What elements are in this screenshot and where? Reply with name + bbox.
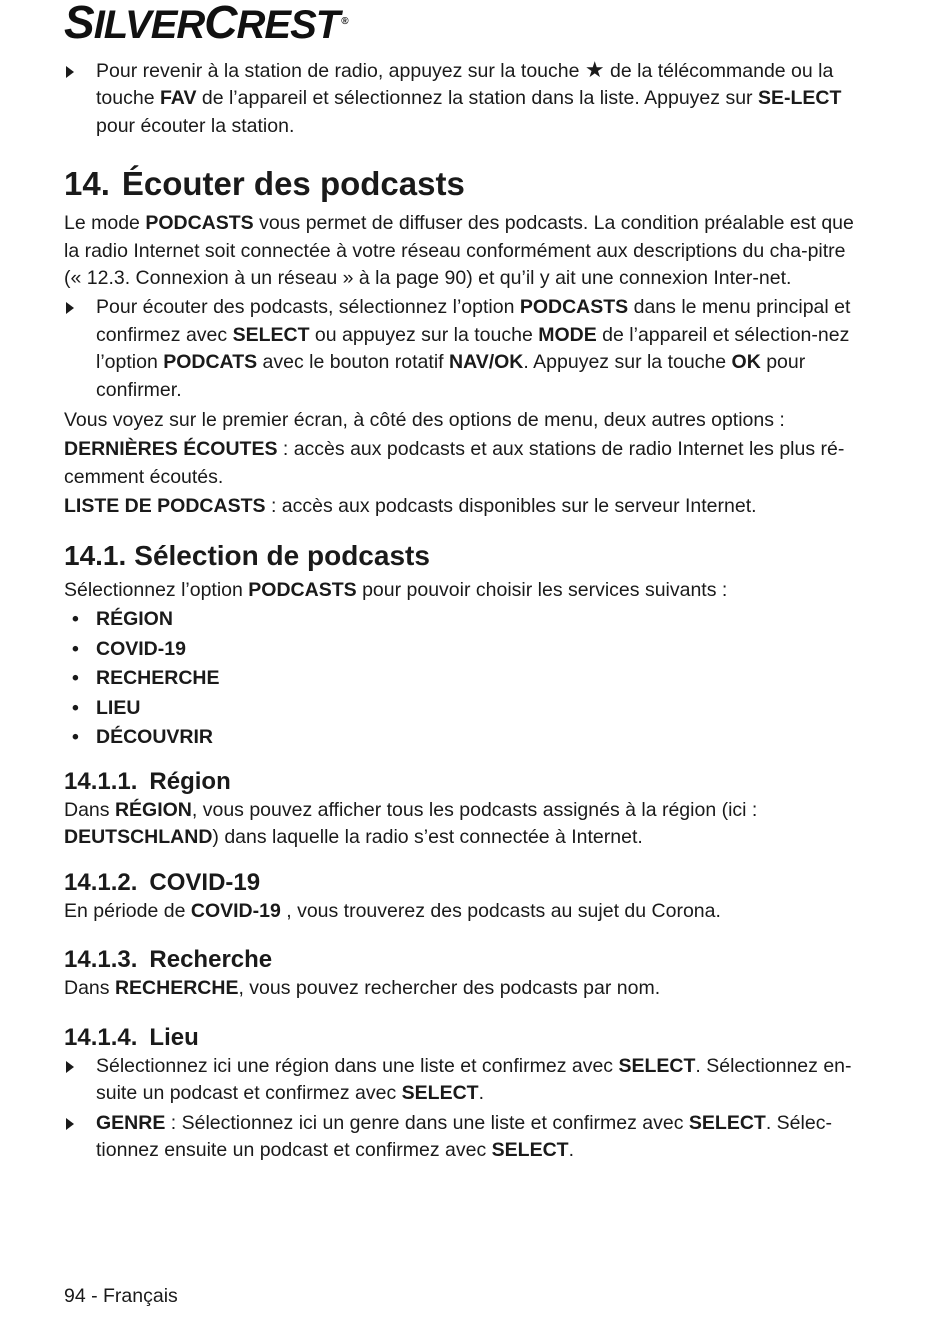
step-item: GENRE : Sélectionnez ici un genre dans une liste et confirmez avec SELECT. Sélec-tionnez ensuite un podcast et confirmez avec SELECT. (64, 1110, 864, 1165)
section-heading-14-1: 14.1. Sélection de podcasts (64, 539, 430, 571)
list-item: • LIEU (72, 696, 141, 719)
section-heading-14-1-1: 14.1.1. Région (64, 768, 231, 796)
section-heading-14-1-2: 14.1.2. COVID-19 (64, 868, 261, 896)
step-item: Sélectionnez ici une région dans une liste et confirmez avec SELECT. Sélectionnez en-suite un podcast et confirmez avec SELECT. (64, 1053, 864, 1108)
paragraph: Dans RECHERCHE, vous pouvez rechercher des podcasts par nom. (64, 977, 661, 1000)
list-item: • RECHERCHE (72, 667, 220, 690)
paragraph: Le mode PODCASTS vous permet de diffuser des podcasts. La condition préalable est que la radio Internet soit connectée à votre réseau conformément aux descriptions du cha-pitre (« 12.3. Connexion à un réseau » à la page 90) et qu’il y ait une connexion Inter-net. (64, 212, 854, 290)
arrow-right-icon (66, 1118, 74, 1130)
paragraph: Sélectionnez l’option PODCASTS pour pouvoir choisir les services suivants : (64, 578, 728, 601)
paragraph: LISTE DE PODCASTS : accès aux podcasts disponibles sur le serveur Internet. (64, 495, 757, 518)
list-item: • DÉCOUVRIR (72, 726, 214, 749)
list-item: • COVID-19 (72, 637, 186, 660)
paragraph: Vous voyez sur le premier écran, à côté des options de menu, deux autres options : (64, 409, 785, 432)
star-icon: ★ (584, 57, 605, 82)
step-item: Pour écouter des podcasts, sélectionnez l’option PODCASTS dans le menu principal et confirmez avec SELECT ou appuyez sur la touche MODE de l’appareil et sélection-nez l’option PODCATS avec le bouton rotatif NAV/OK. Appuyez sur la touche OK pour confirmer. (64, 294, 864, 404)
page-footer: 94 - Français (64, 1285, 178, 1307)
services-list (64, 605, 864, 753)
list-item: • RÉGION (72, 608, 173, 631)
arrow-right-icon (66, 1061, 74, 1073)
paragraph: En période de COVID-19 , vous trouverez des podcasts au sujet du Corona. (64, 899, 721, 922)
page-content (64, 58, 864, 1164)
intro-step: Pour revenir à la station de radio, appuyez sur la touche ★ de la télécommande ou la touche FAV de l’appareil et sélectionnez la station dans la liste. Appuyez sur SE-LECT pour écouter la station. (64, 58, 864, 140)
section-heading-14-1-4: 14.1.4. Lieu (64, 1023, 199, 1051)
paragraph: Dans RÉGION, vous pouvez afficher tous les podcasts assignés à la région (ici : DEUTSCHLAND) dans laquelle la radio s’est connectée à Internet. (64, 799, 758, 849)
arrow-right-icon (66, 302, 74, 314)
arrow-right-icon (66, 66, 74, 78)
section-heading-14-1-3: 14.1.3. Recherche (64, 946, 273, 974)
section-heading-14: 14. Écouter des podcasts (64, 165, 465, 203)
paragraph: DERNIÈRES ÉCOUTES : accès aux podcasts et aux stations de radio Internet les plus ré-cemment écoutés. (64, 438, 845, 488)
brand-logo: SILVERCREST ® (64, 0, 348, 48)
